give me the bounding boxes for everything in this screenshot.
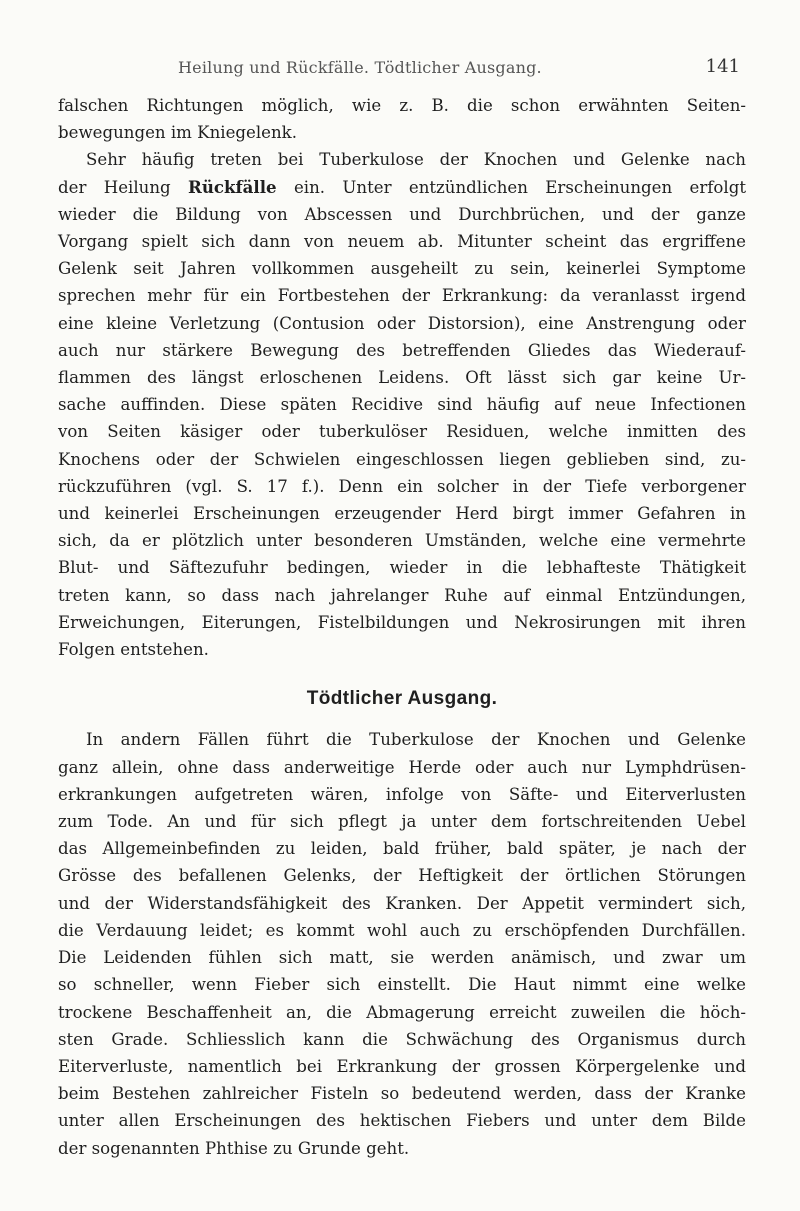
text-line: flammen des längst erloschenen Leidens. Oft lässt sich gar keine Ur- xyxy=(58,368,746,388)
paragraph-rueckfaelle xyxy=(58,146,746,663)
text-line: falschen Richtungen möglich, wie z. B. die schon erwähnten Seiten- xyxy=(58,96,746,115)
text-line: so schneller, wenn Fieber sich einstellt. Die Haut nimmt eine welke xyxy=(58,975,746,995)
text-line: Blut- und Säftezufuhr bedingen, wieder in die lebhafteste Thätigkeit xyxy=(58,558,746,578)
text-line: Sehr häufig treten bei Tuberkulose der Knochen und Gelenke nach xyxy=(86,150,746,170)
text-segment: der Heilung xyxy=(58,177,189,197)
text-line: Grösse des befallenen Gelenks, der Heftigkeit der örtlichen Störungen xyxy=(58,866,746,886)
text-line: und der Widerstandsfähigkeit des Kranken. Der Appetit vermindert sich, xyxy=(58,893,746,913)
text-line: unter allen Erscheinungen des hektischen Fiebers und unter dem Bilde xyxy=(58,1111,746,1131)
text-line: zum Tode. An und für sich pflegt ja unter dem fortschreitenden Uebel xyxy=(58,812,746,832)
text-line xyxy=(58,174,746,201)
text-line: der sogenannten Phthise zu Grunde geht. xyxy=(58,1138,410,1158)
text-line: von Seiten käsiger oder tuberkulöser Residuen, welche inmitten des xyxy=(58,422,746,442)
text-line: beim Bestehen zahlreicher Fisteln so bedeutend werden, dass der Kranke xyxy=(58,1084,746,1104)
text-line: rückzuführen (vgl. S. 17 f.). Denn ein solcher in der Tiefe verborgener xyxy=(58,476,746,496)
text-line: wieder die Bildung von Abscessen und Durchbrüchen, und der ganze xyxy=(58,204,746,224)
text-line: In andern Fällen führt die Tuberkulose der Knochen und Gelenke xyxy=(86,730,746,750)
text-line: Folgen entstehen. xyxy=(58,640,209,660)
text-line: Eiterverluste, namentlich bei Erkrankung der grossen Körpergelenke und xyxy=(58,1056,746,1076)
text-line: sich, da er plötzlich unter besonderen Umständen, welche eine vermehrte xyxy=(58,531,746,551)
paragraph-continuation xyxy=(58,92,746,146)
text-line: ganz allein, ohne dass anderweitige Herde oder auch nur Lymphdrüsen- xyxy=(58,757,746,777)
text-line: das Allgemeinbefinden zu leiden, bald früher, bald später, je nach der xyxy=(58,839,746,859)
text-line: Gelenk seit Jahren vollkommen ausgeheilt zu sein, keinerlei Symptome xyxy=(58,259,746,279)
page-body xyxy=(58,92,746,1162)
text-line: Erweichungen, Eiterungen, Fistelbildungen und Nekrosirungen mit ihren xyxy=(58,612,746,632)
text-line: Vorgang spielt sich dann von neuem ab. Mitunter scheint das ergriffene xyxy=(58,232,746,252)
section-heading: Tödtlicher Ausgang. xyxy=(306,688,498,710)
running-title: Heilung und Rückfälle. Tödtlicher Ausgang. xyxy=(178,58,542,77)
text-line: und keinerlei Erscheinungen erzeugender Herd birgt immer Gefahren in xyxy=(58,504,746,524)
text-line: sache auffinden. Diese späten Recidive sind häufig auf neue Infectionen xyxy=(58,395,746,415)
text-line: die Verdauung leidet; es kommt wohl auch zu erschöpfenden Durchfällen. xyxy=(58,920,746,940)
page-number: 141 xyxy=(705,56,740,77)
text-line: eine kleine Verletzung (Contusion oder Distorsion), eine Anstrengung oder xyxy=(58,313,746,333)
paragraph-toedtlicher-ausgang xyxy=(58,726,746,1161)
text-line: erkrankungen aufgetreten wären, infolge von Säfte- und Eiterverlusten xyxy=(58,784,746,804)
text-line: Knochens oder der Schwielen eingeschlossen liegen geblieben sind, zu- xyxy=(58,449,746,469)
text-line: bewegungen im Kniegelenk. xyxy=(58,123,297,143)
text-line: sprechen mehr für ein Fortbestehen der Erkrankung: da veranlasst irgend xyxy=(58,286,746,306)
text-line: sten Grade. Schliesslich kann die Schwächung des Organismus durch xyxy=(58,1029,746,1049)
text-line: treten kann, so dass nach jahrelanger Ruhe auf einmal Entzündungen, xyxy=(58,585,746,605)
text-line: Die Leidenden fühlen sich matt, sie werden anämisch, und zwar um xyxy=(58,948,746,968)
text-segment: ein. Unter entzündlichen Erscheinungen erfolgt xyxy=(276,177,746,197)
keyword-rueckfaelle: Rückfälle xyxy=(188,176,277,197)
text-line: trockene Beschaffenheit an, die Abmagerung erreicht zuweilen die höch- xyxy=(58,1002,746,1022)
text-line: auch nur stärkere Bewegung des betreffenden Gliedes das Wiederauf- xyxy=(58,340,746,360)
